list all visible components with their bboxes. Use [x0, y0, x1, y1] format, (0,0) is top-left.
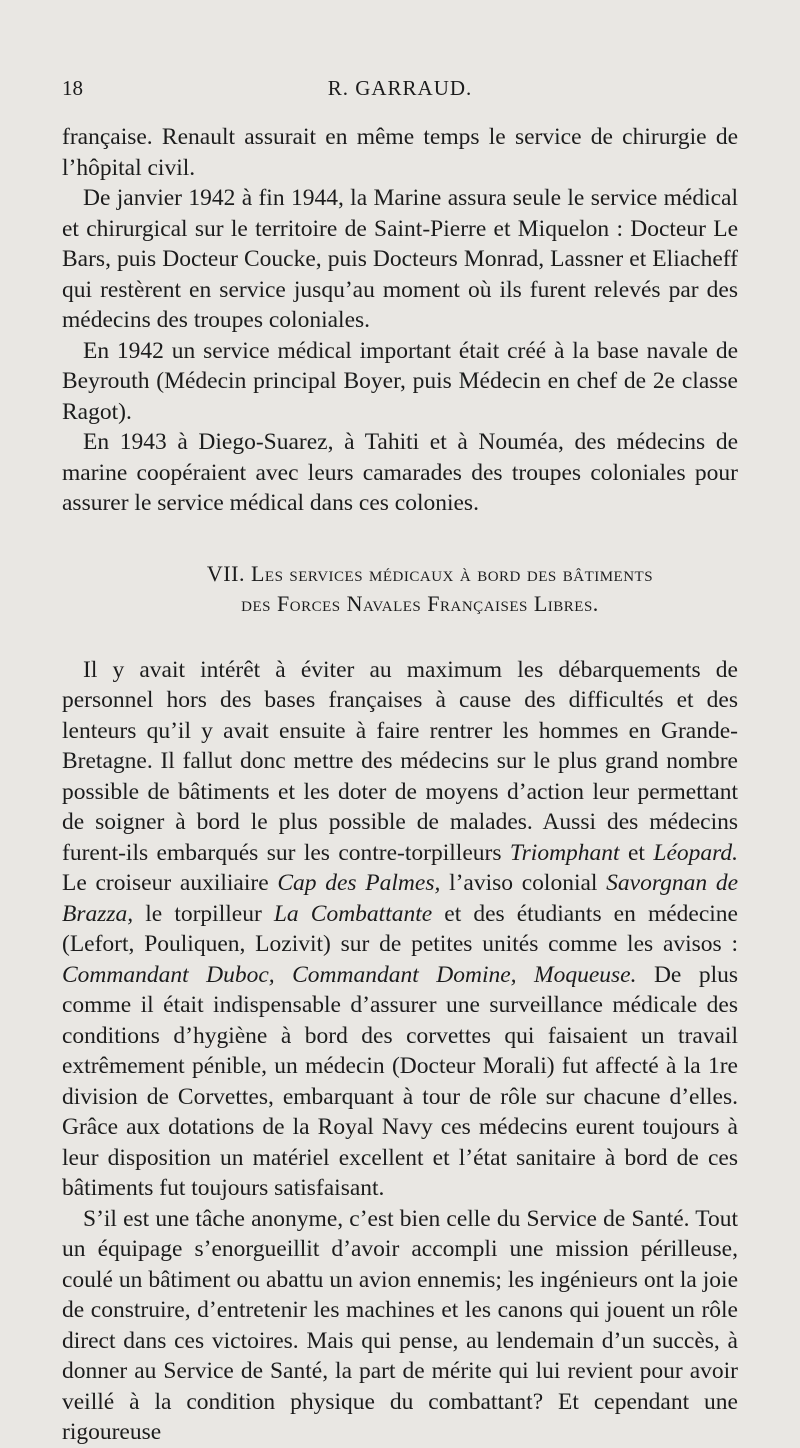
text-run: De plus comme il était indispensable d’assurer une surveillance médicale des conditions d’hygiène à bord des corvettes qui faisaient un travail extrêmement pénible, un médecin (Docteur Morali) fut affecté à la 1re division de Corvettes, embarquant à tour de rôle sur chacune d’elles. Grâce aux dotations de la Royal Navy ces médecins eurent toujours à leur disposition un matériel excellent et l’état sanitaire à bord de ces bâtiments fut toujours satisfaisant. [62, 961, 739, 1201]
ship-name: Léopard. [653, 839, 739, 866]
text-run: Le croiseur auxiliaire [62, 870, 269, 896]
ship-name: Triomphant [509, 839, 620, 866]
ship-name: Commandant Duboc, Commandant Domine, Moqueuse. [62, 961, 637, 988]
ship-name: La Combattante [273, 900, 433, 927]
body-text [62, 122, 738, 1448]
paragraph-service-sante: S’il est une tâche anonyme, c’est bien celle du Service de Santé. Tout un équipage s’enorgueillit d’avoir accompli une mission périlleuse, coulé un bâtiment ou abattu un avion ennemis; les ingénieurs ont la joie de construire, d’entretenir les machines et les canons qui jouent un rôle direct dans ces victoires. Mais qui pense, au lendemain d’un succès, à donner au Service de Santé, la part de mérite qui lui revient pour avoir veillé à la condition physique du combattant? Et cependant une rigoureuse [62, 1205, 738, 1445]
page-number: 18 [62, 76, 83, 100]
running-head [62, 76, 738, 106]
text-run: et [628, 839, 645, 866]
text-run: et des étudiants en médecine (Lefort, Pouliquen, Lozivit) sur de petites unités comme les avisos : [62, 900, 738, 957]
paragraph-colonies: En 1943 à Diego-Suarez, à Tahiti et à Nouméa, des médecins de marine coopéraient avec leurs camarades des troupes coloniales pour assurer le service médical dans ces colonies. [62, 429, 738, 516]
paragraph-beyrouth: En 1942 un service médical important était créé à la base navale de Beyrouth (Médecin principal Boyer, puis Médecin en chef de 2e classe Ragot). [62, 337, 738, 425]
paragraph-saint-pierre: De janvier 1942 à fin 1944, la Marine assura seule le service médical et chirurgical sur le territoire de Saint-Pierre et Miquelon : Docteur Le Bars, puis Docteur Coucke, puis Docteurs Monrad, Lassner et Eliacheff qui restèrent en service jusqu’au moment où ils furent relevés par des médecins des troupes coloniales. [62, 185, 738, 333]
ship-name: Savorgnan de Brazza, [62, 870, 739, 927]
text-run: l’aviso colonial [449, 870, 598, 896]
ship-name: Cap des Palmes, [277, 870, 441, 896]
text-run: le torpilleur [145, 900, 262, 927]
section-heading-line-1: VII. Les services médicaux à bord des bâtiments [206, 560, 654, 586]
section-heading [62, 559, 738, 619]
paragraph-ships [62, 655, 738, 1204]
section-heading-line-2: des Forces Navales Françaises Libres. [241, 590, 599, 616]
paragraph-continued: française. Renault assurait en même temps le service de chirurgie de l’hôpital civil. [62, 124, 738, 181]
running-head-author: R. GARRAUD. [327, 76, 473, 100]
text-run: Il y avait intérêt à éviter au maximum les débarquements de personnel hors des bases françaises à cause des difficultés et des lenteurs qu’il y avait ensuite à faire rentrer les hommes en Grande-Bretagne. Il fallut donc mettre des médecins sur le plus grand nombre possible de bâtiments et les doter de moyens d’action leur permettant de soigner à bord le plus possible de malades. Aussi des médecins furent-ils embarqués sur les contre-torpilleurs [62, 656, 738, 866]
